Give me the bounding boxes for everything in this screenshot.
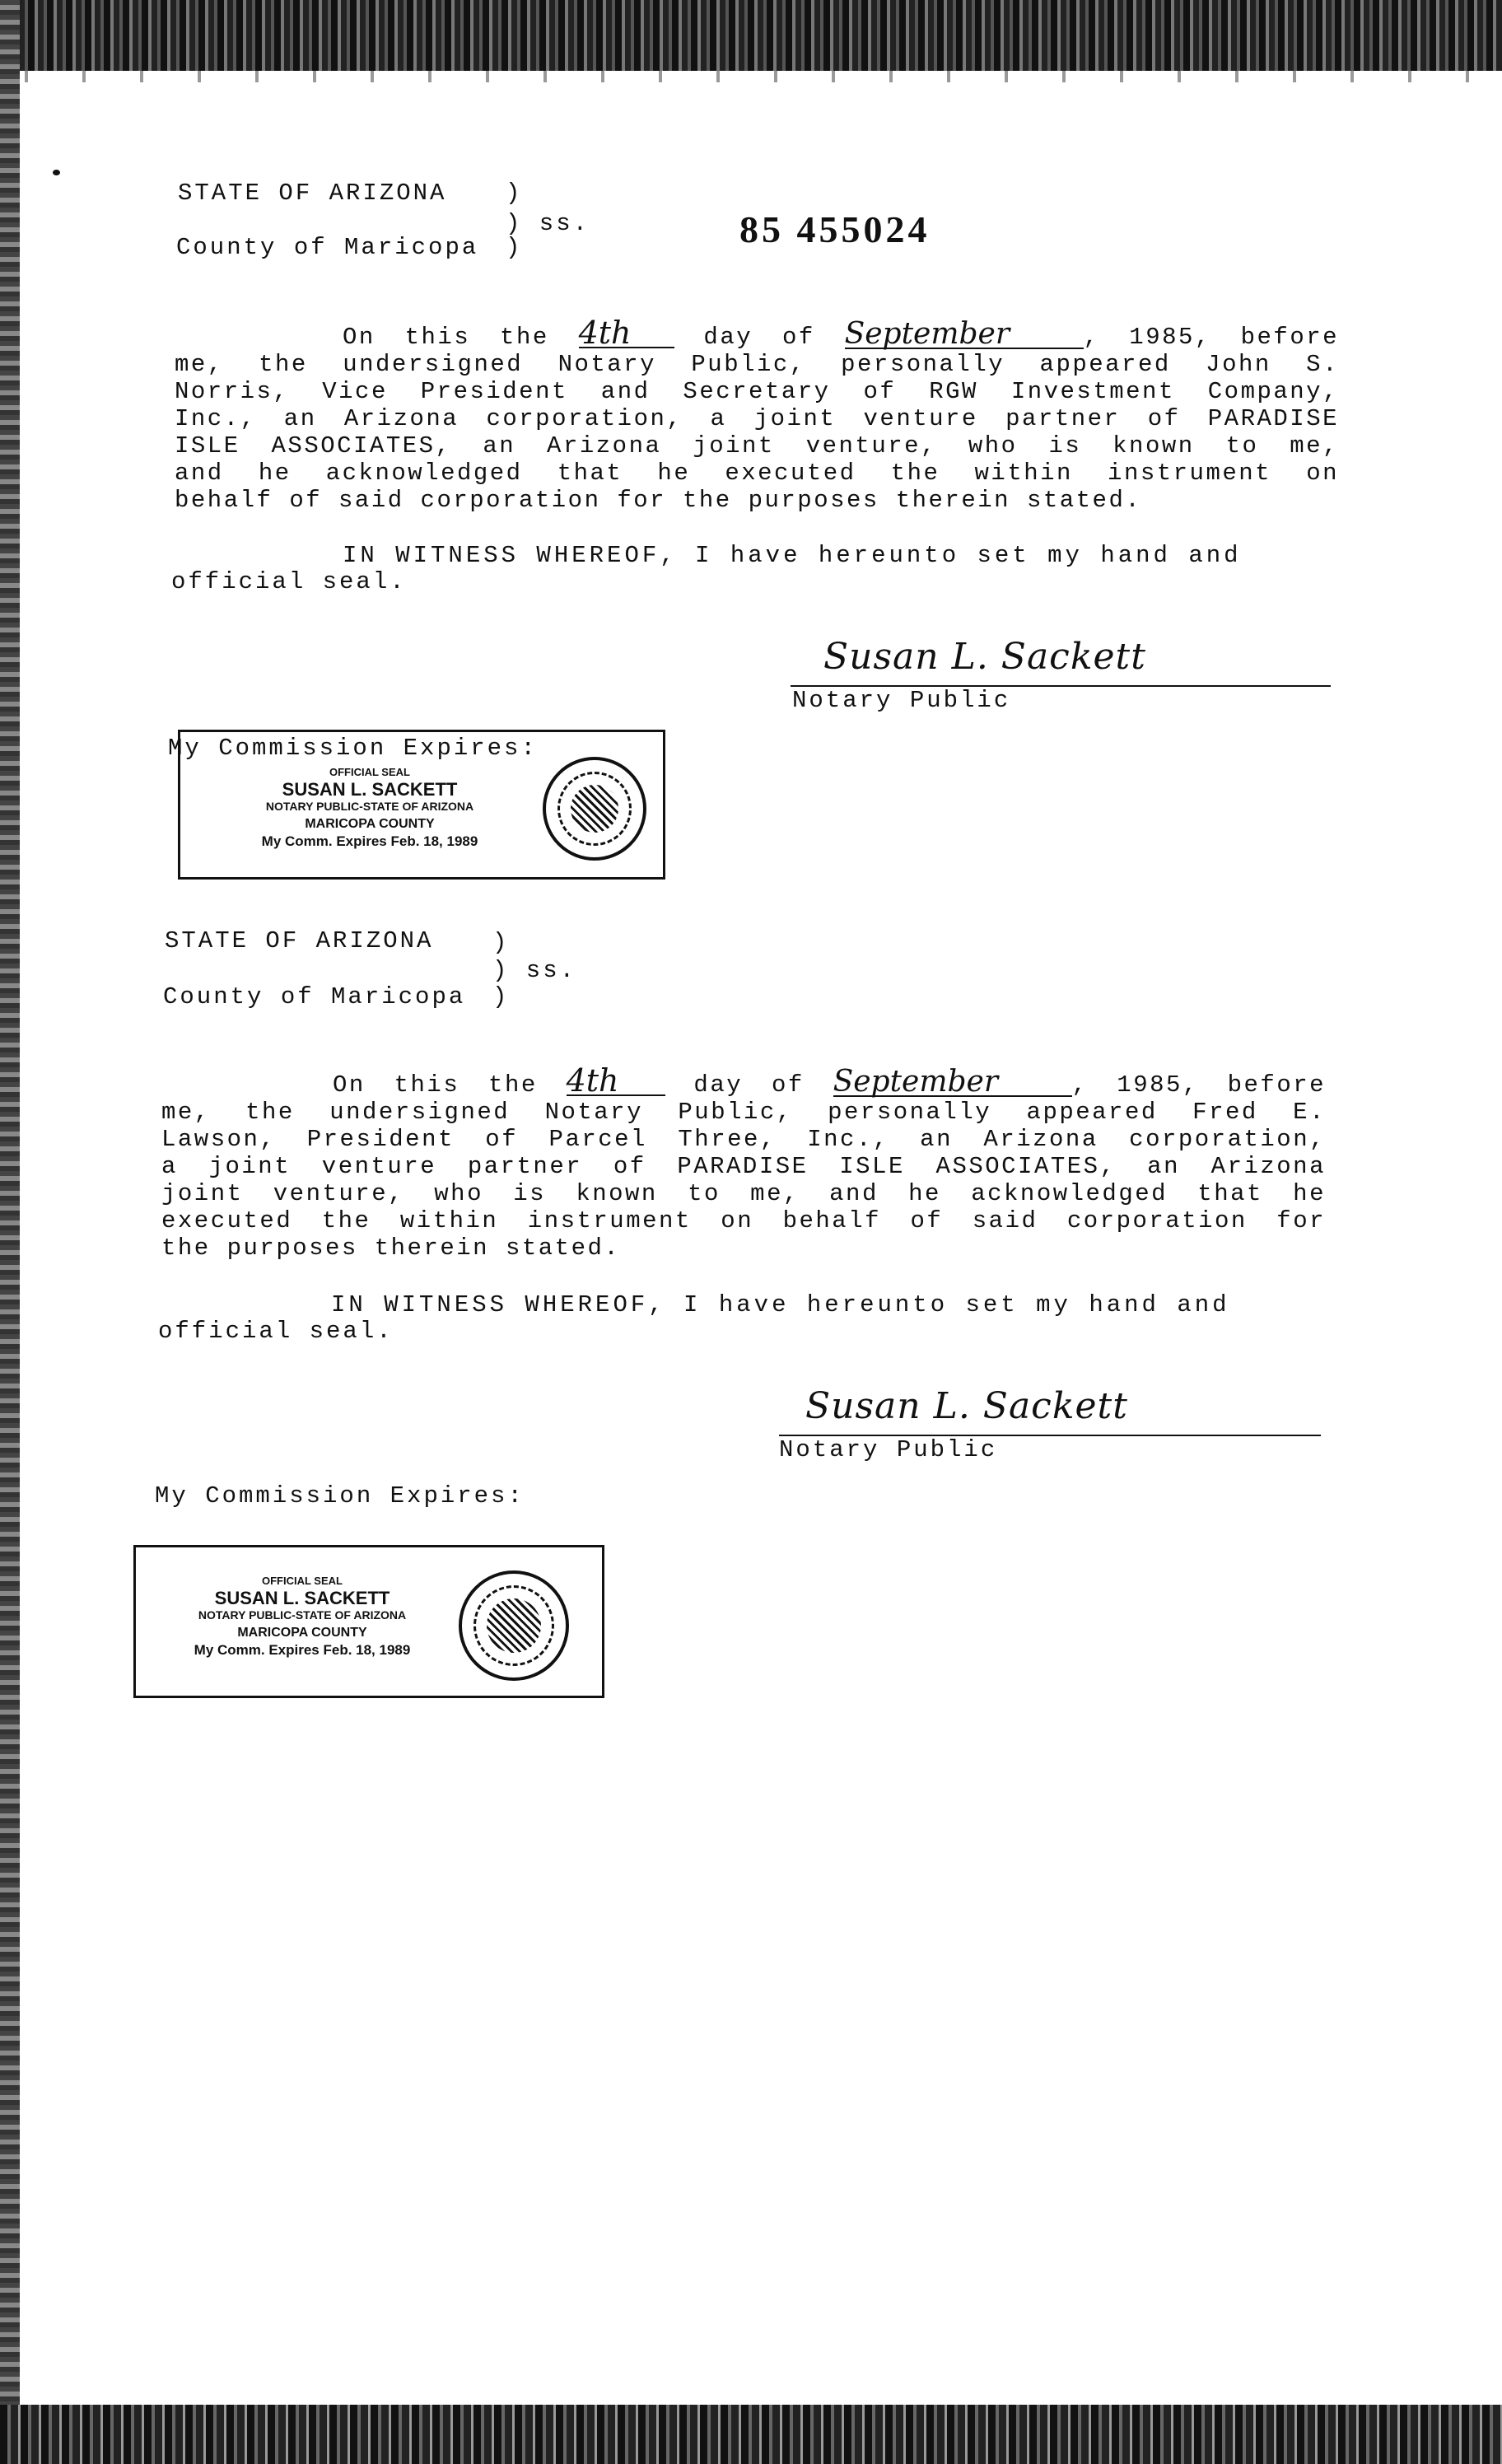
- witness-line-1a: IN WITNESS WHEREOF, I have hereunto set my hand and: [343, 542, 1242, 569]
- seal-county: MARICOPA COUNTY: [305, 817, 435, 831]
- document-number: 85 455024: [739, 208, 931, 250]
- venue-paren-1b: ): [506, 234, 523, 261]
- para-2-line: executed the within instrument on behalf of said corporation for: [161, 1207, 1326, 1234]
- seal-expiry: My Comm. Expires Feb. 18, 1989: [261, 833, 478, 849]
- para-1-line: Norris, Vice President and Secretary of RGW Investment Company,: [175, 378, 1339, 405]
- para-1-day-of: day of: [703, 324, 815, 351]
- notary-signature-2: Susan L. Sackett: [805, 1385, 1128, 1427]
- seal-text-block-1: [213, 763, 526, 850]
- para-1-line-1: [175, 315, 1340, 351]
- notary-public-label-2: Notary Public: [779, 1436, 998, 1463]
- seal-text-block-2: [154, 1572, 450, 1659]
- para-1-line: me, the undersigned Notary Public, personally appeared John S.: [175, 351, 1339, 378]
- para-1-on-this-the: On this the: [343, 324, 549, 351]
- arizona-seal-icon: [543, 757, 646, 861]
- venue-paren-1a: ): [506, 180, 523, 207]
- witness-line-1b: official seal.: [171, 568, 407, 595]
- para-2-line: joint venture, who is known to me, and he acknowledged that he: [161, 1180, 1326, 1207]
- commission-expires-label-1: My Commission Expires:: [168, 735, 538, 762]
- day-field-1: 4th: [579, 320, 674, 348]
- acknowledgment-paragraph-1: [175, 315, 1340, 514]
- venue-ss-2: ) ss.: [492, 957, 577, 984]
- witness-line-2b: official seal.: [158, 1318, 394, 1345]
- para-2-last-line: the purposes therein stated.: [161, 1234, 621, 1262]
- month-field-2: September: [833, 1068, 1072, 1097]
- para-2-line-1: [161, 1062, 1327, 1099]
- commission-expires-label-2: My Commission Expires:: [155, 1482, 525, 1510]
- seal-notary-state: NOTARY PUBLIC-STATE OF ARIZONA: [198, 1608, 407, 1622]
- para-2-line: a joint venture partner of PARADISE ISLE ASSOCIATES, an Arizona: [161, 1153, 1326, 1180]
- seal-notary-name: SUSAN L. SACKETT: [282, 779, 458, 800]
- seal-official: OFFICIAL SEAL: [329, 766, 410, 778]
- venue-paren-2a: ): [492, 929, 510, 956]
- para-2-year-before: , 1985, before: [1071, 1071, 1327, 1099]
- county-line-1: County of Maricopa: [176, 234, 479, 261]
- seal-notary-state: NOTARY PUBLIC-STATE OF ARIZONA: [265, 800, 474, 813]
- scan-speck: [53, 170, 60, 175]
- notary-seal-stamp-2: [133, 1545, 604, 1698]
- para-1-year-before: , 1985, before: [1083, 324, 1340, 351]
- para-2-line: me, the undersigned Notary Public, personally appeared Fred E.: [161, 1099, 1326, 1126]
- state-line-1: STATE OF ARIZONA: [178, 180, 447, 207]
- notary-public-label-1: Notary Public: [792, 687, 1011, 714]
- state-line-2: STATE OF ARIZONA: [165, 927, 434, 954]
- para-1-line: Inc., an Arizona corporation, a joint venture partner of PARADISE: [175, 405, 1339, 432]
- para-1-last-line: behalf of said corporation for the purposes therein stated.: [175, 487, 1142, 514]
- venue-ss-1: ) ss.: [506, 210, 590, 237]
- seal-official: OFFICIAL SEAL: [262, 1575, 343, 1587]
- para-2-line: Lawson, President of Parcel Three, Inc., an Arizona corporation,: [161, 1126, 1326, 1153]
- arizona-seal-icon: [459, 1570, 569, 1681]
- venue-paren-2b: ): [492, 983, 510, 1010]
- month-field-1: September: [845, 320, 1084, 349]
- seal-expiry: My Comm. Expires Feb. 18, 1989: [194, 1642, 411, 1658]
- seal-county: MARICOPA COUNTY: [237, 1626, 367, 1640]
- para-1-line: ISLE ASSOCIATES, an Arizona joint venture, who is known to me,: [175, 432, 1339, 460]
- seal-notary-name: SUSAN L. SACKETT: [214, 1588, 390, 1608]
- acknowledgment-paragraph-2: [161, 1062, 1327, 1262]
- county-line-2: County of Maricopa: [163, 983, 466, 1010]
- witness-line-2a: IN WITNESS WHEREOF, I have hereunto set my hand and: [331, 1291, 1230, 1318]
- day-field-2: 4th: [567, 1067, 665, 1096]
- para-2-day-of: day of: [693, 1071, 805, 1099]
- notary-signature-1: Susan L. Sackett: [823, 636, 1146, 678]
- para-2-on-this-the: On this the: [333, 1071, 538, 1099]
- para-1-line: and he acknowledged that he executed the within instrument on: [175, 460, 1339, 487]
